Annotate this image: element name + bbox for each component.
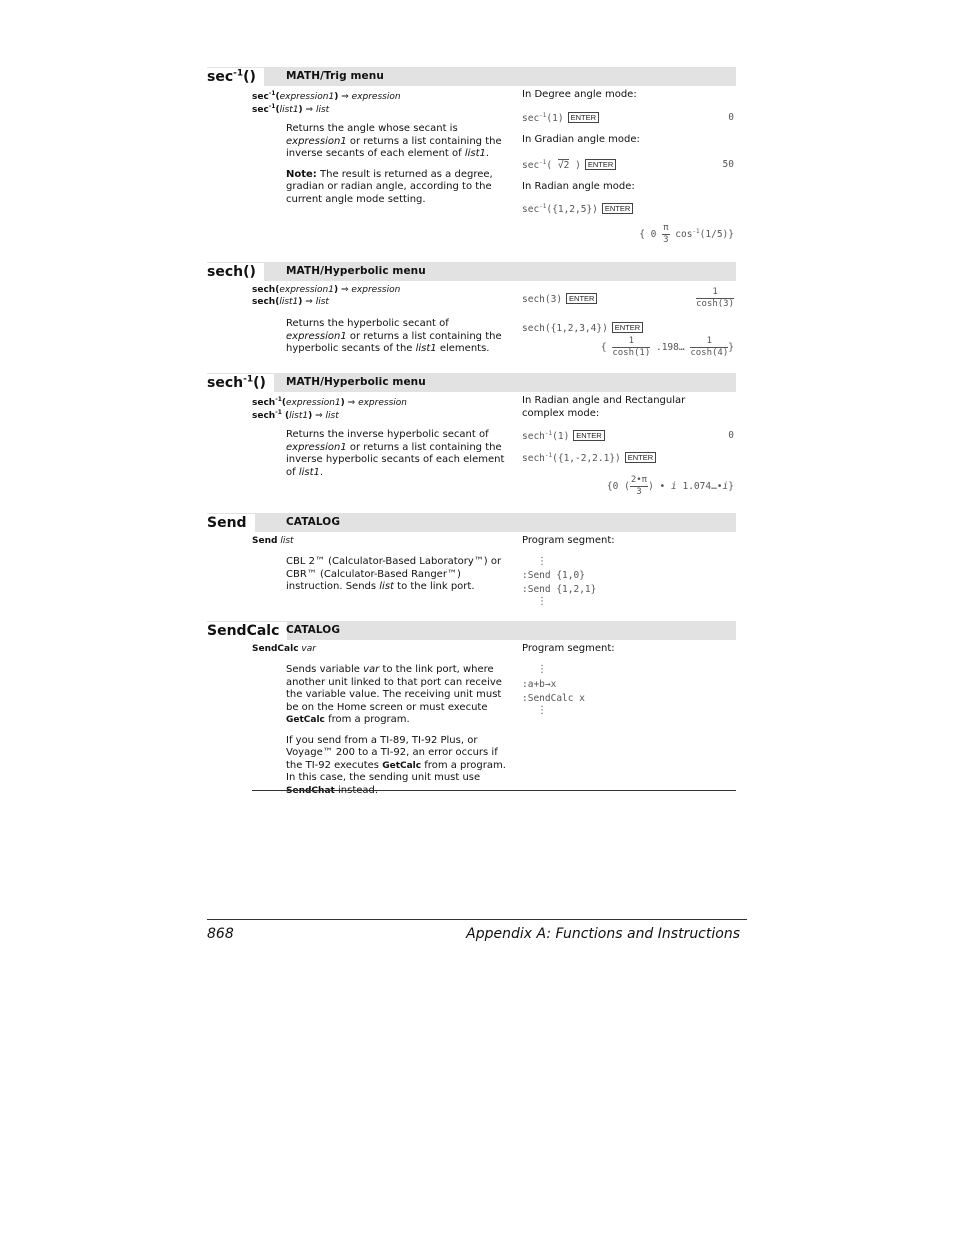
examples [522,643,736,723]
syntax-line: Send list [252,536,294,546]
syntax-line: SendCalc var [252,644,316,654]
menu-location: MATH/Hyperbolic menu [286,265,426,277]
enter-key: ENTER [573,430,604,441]
function-name: sech() [207,263,264,281]
menu-location: CATALOG [286,624,341,636]
enter-key: ENTER [585,159,616,170]
entry-header [207,262,736,281]
entry-sec-inverse [207,67,736,245]
example-label: In Degree angle mode: [522,89,637,100]
enter-key: ENTER [612,322,643,333]
example-result: 50 [722,159,734,170]
program-line: :SendCalc x [522,693,585,704]
program-line: :Send {1,0} [522,570,585,581]
description: Returns the angle whose secant is expression1 or returns a list containing the inverse secants of each element of list1. Note: The result is returned as a degree, gradian or radian angle, according to the current angle mode setting. [286,123,502,205]
syntax-line: sech$^{-1}$ (list1) ⇒ list [252,409,339,421]
example-input: $\sec^{-1}$( √2 ) ENTER [522,159,616,171]
section-end-rule [252,790,736,791]
enter-key: ENTER [625,452,656,463]
function-name: sech$^{-1}$() [207,374,274,392]
entry-header [207,621,736,640]
description: CBL 2™ (Calculator-Based Laboratory™) or CBR™ (Calculator-Based Ranger™) instruction. Sends list to the link port. [286,556,502,592]
function-name: Send [207,514,255,532]
menu-location: CATALOG [286,516,341,528]
example-result: { $\frac{1}{\cosh(1)}$ .198… $\frac{1}{\cosh(4)}$ } [600,336,734,358]
example-result: { 0 $\frac{\pi}{3}$ $\cos^{-1}(1/5)$} [639,223,734,245]
enter-key: ENTER [566,293,597,304]
syntax-line: sech(expression1) ⇒ expression [252,285,401,295]
entry-header [207,373,736,392]
example-input: $\sec^{-1}(\{1,2,5\})$ ENTER [522,203,633,215]
example-result: $\frac{1}{\cosh(3)}$ [696,287,734,309]
entry-sech-inverse [207,373,736,497]
function-name: SendCalc [207,622,287,640]
example-label: In Radian angle mode: [522,181,635,192]
page-number: 868 [207,926,234,942]
footer-title: Appendix A: Functions and Instructions [466,926,740,942]
examples [522,284,736,364]
syntax-line: sech$^{-1}$(expression1) ⇒ expression [252,396,407,408]
entry-sech [207,262,736,358]
menu-location: MATH/Hyperbolic menu [286,376,426,388]
program-line: :Send {1,2,1} [522,584,597,595]
example-input: sech$^{-1}$({1,-2,2.1}) ENTER [522,452,656,464]
example-input: sech({1,2,3,4}) ENTER [522,322,643,334]
syntax-line: $\sec^{-1}(expression1)$ ⇒ expression [252,90,401,102]
menu-location: MATH/Trig menu [286,70,384,82]
enter-key: ENTER [568,112,599,123]
example-result: 0 [728,112,734,123]
example-label: Program segment: [522,643,615,654]
function-name: $\sec^{-1}()$ [207,68,264,86]
examples [522,395,736,505]
examples [522,535,736,615]
example-result: 0 [728,430,734,441]
program-line: :a+b→x [522,679,557,690]
enter-key: ENTER [602,203,633,214]
footer-rule [207,919,747,920]
example-input: sech(3) ENTER [522,293,597,305]
example-input: sech$^{-1}$(1) ENTER [522,430,605,442]
example-label: In Gradian angle mode: [522,134,640,145]
entry-sendcalc [207,621,736,796]
example-label: Program segment: [522,535,615,546]
entry-header [207,67,736,86]
description: Sends variable var to the link port, where another unit linked to that port can receive the variable value. The receiving unit must be on the Home screen or must execute GetCalc from a program. If you send from a TI-89, TI-92 Plus, or Voyage™ 200 to a TI-92, an error occurs if the TI-92 executes GetCalc from a program. In this case, the sending unit must use SendChat instead. [286,664,506,796]
vertical-ellipsis: ⋮ [537,664,547,675]
examples [522,89,736,249]
example-input: $\sec^{-1}(1)$ ENTER [522,112,599,124]
vertical-ellipsis: ⋮ [537,596,547,607]
description: Returns the hyperbolic secant of expression1 or returns a list containing the hyperbolic secants of the list1 elements. [286,318,502,354]
syntax-line: $\sec^{-1}(list1)$ ⇒ list [252,103,330,115]
vertical-ellipsis: ⋮ [537,556,547,567]
vertical-ellipsis: ⋮ [537,705,547,716]
entry-send [207,513,736,607]
example-label: In Radian angle and Rectangular complex mode: [522,395,686,419]
syntax-line: sech(list1) ⇒ list [252,297,329,307]
description: Returns the inverse hyperbolic secant of expression1 or returns a list containing the inverse hyperbolic secants of each element of list1. [286,429,505,478]
entry-header [207,513,736,532]
example-result: {0 ( $\frac{2•\pi}{3}$ ) • i 1.074…•i} [606,475,734,497]
